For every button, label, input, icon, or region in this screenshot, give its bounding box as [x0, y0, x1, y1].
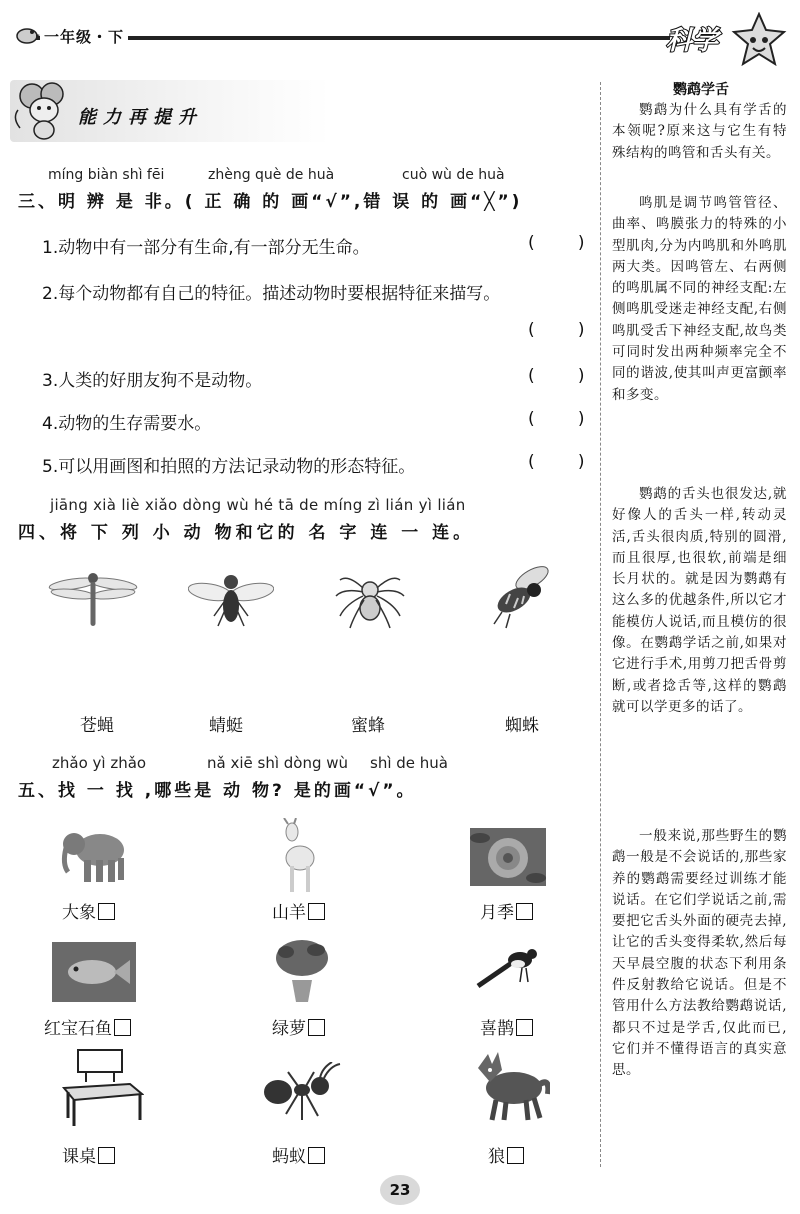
elephant-picture	[58, 826, 134, 884]
answer-paren-5[interactable]: ( )	[528, 452, 585, 472]
true-false-item-4: 4.动物的生存需要水。	[42, 414, 212, 434]
mouse-mascot-icon	[10, 78, 80, 142]
item-daxiang-label: 大象	[62, 903, 96, 923]
item-hongbaoshiyu	[44, 1014, 131, 1039]
item-lang	[488, 1142, 524, 1167]
item-yueji-label: 月季	[480, 903, 514, 923]
page-number: 23	[380, 1175, 420, 1205]
mascot-icon	[730, 12, 788, 70]
sidebar-paragraph-4: 一般来说,那些野生的鹦鹉一般是不会说话的,那些家养的鹦鹉需要经过训练才能说话。在它们学说话之前,需要把它舌头外面的硬壳去掉,让它的舌头变得柔软,然后每天早晨空腹的状态下利用条件反射教给它说话。但是不管用什么方法教给鹦鹉说话,都只不过是学舌,仅此而已,它们并不懂得语言的真实意思。	[612, 828, 787, 1079]
pinyin-zheng-que: zhèng què de huà	[208, 167, 335, 183]
pothos-picture	[272, 938, 332, 1004]
desk-picture	[60, 1048, 144, 1128]
item-mayi	[272, 1142, 325, 1167]
bird-icon	[14, 22, 40, 46]
ant-picture	[260, 1062, 344, 1124]
true-false-item-1: 1.动物中有一部分有生命,有一部分无生命。	[42, 238, 370, 258]
insect-name-cangying: 苍蝇	[80, 716, 114, 736]
item-hongbaoshiyu-label: 红宝石鱼	[44, 1019, 112, 1039]
item-shanyang-label: 山羊	[272, 903, 306, 923]
subject-title: 科学	[666, 26, 719, 56]
item-kezhuo	[62, 1142, 115, 1167]
pinyin-shi-de-hua: shì de huà	[370, 754, 448, 772]
fish-picture	[52, 942, 136, 1002]
bee-picture	[482, 564, 560, 634]
item-yueji	[480, 898, 533, 923]
item-lvluo-label: 绿萝	[272, 1019, 306, 1039]
spider-picture	[332, 566, 408, 630]
pinyin-cuo-wu: cuò wù de huà	[402, 167, 505, 183]
answer-paren-1[interactable]: ( )	[528, 233, 585, 253]
answer-paren-3[interactable]: ( )	[528, 366, 585, 386]
checkbox-yueji[interactable]	[516, 903, 533, 920]
item-xique	[480, 1014, 533, 1039]
item-xique-label: 喜鹊	[480, 1019, 514, 1039]
item-lvluo	[272, 1014, 325, 1039]
rose-picture	[470, 828, 546, 886]
sidebar-title: 鹦鹉学舌	[673, 82, 729, 98]
section3-heading: 三、明 辨 是 非。( 正 确 的 画“√”,错 误 的 画“╳”)	[18, 192, 523, 212]
checkbox-shanyang[interactable]	[308, 903, 325, 920]
true-false-item-3: 3.人类的好朋友狗不是动物。	[42, 371, 263, 391]
sidebar-paragraph-1: 鹦鹉为什么具有学舌的本领呢?原来这与它生有特殊结构的鸣管和舌头有关。	[612, 102, 787, 161]
fly-picture	[188, 572, 274, 628]
checkbox-lvluo[interactable]	[308, 1019, 325, 1036]
item-kezhuo-label: 课桌	[62, 1147, 96, 1167]
item-lang-label: 狼	[488, 1147, 505, 1167]
pinyin-ming-bian: míng biàn shì fēi	[48, 167, 165, 183]
answer-paren-2[interactable]: ( )	[528, 320, 585, 340]
checkbox-daxiang[interactable]	[98, 903, 115, 920]
insect-name-zhizhu: 蜘蛛	[505, 716, 539, 736]
item-daxiang	[62, 898, 115, 923]
checkbox-lang[interactable]	[507, 1147, 524, 1164]
insect-name-qingting: 蜻蜓	[209, 716, 243, 736]
pinyin-zhao-yi-zhao: zhǎo yì zhǎo	[52, 754, 147, 772]
answer-paren-4[interactable]: ( )	[528, 409, 585, 429]
sidebar-paragraph-2: 鸣肌是调节鸣管管径、曲率、鸣膜张力的特殊的小型肌肉,分为内鸣肌和外鸣肌两大类。因鸣管左、右两侧的鸣肌属不同的神经支配:左侧鸣肌受迷走神经支配,右侧鸣肌受舌下神经支配,故鸟类可同时发出两种频率完全不同的谐波,使其叫声更富颤率和多变。	[612, 195, 787, 403]
wolf-picture	[470, 1048, 550, 1122]
checkbox-mayi[interactable]	[308, 1147, 325, 1164]
section4-heading: 四、将 下 列 小 动 物和它的 名 字 连 一 连。	[18, 523, 475, 543]
sidebar-paragraph-3: 鹦鹉的舌头也很发达,就好像人的舌头一样,转动灵活,舌头很肉质,特别的圆滑,而且很厚,也很软,前端是细长月状的。就是因为鹦鹉有这么多的优越条件,所以它才能模仿人说话,而且模仿的很像。在鹦鹉学话之前,如果对它进行手术,用剪刀把舌骨剪断,或者捻舌等,这样的鹦鹉就可以学更多的话了。	[612, 486, 787, 715]
banner-title: 能力再提升	[78, 107, 203, 128]
true-false-item-2: 2.每个动物都有自己的特征。描述动物时要根据特征来描写。	[42, 284, 501, 304]
checkbox-xique[interactable]	[516, 1019, 533, 1036]
item-mayi-label: 蚂蚁	[272, 1147, 306, 1167]
insect-name-mifeng: 蜜蜂	[351, 716, 385, 736]
pinyin-na-xie: nǎ xiē shì dòng wù	[207, 754, 349, 772]
magpie-picture	[476, 942, 542, 996]
grade-label: 一年级・下	[40, 26, 128, 47]
section4-pinyin: jiāng xià liè xiǎo dòng wù hé tā de míng zì lián yì lián	[50, 496, 466, 514]
checkbox-kezhuo[interactable]	[98, 1147, 115, 1164]
goat-picture	[270, 818, 330, 894]
item-shanyang	[272, 898, 325, 923]
sidebar-divider	[600, 82, 601, 1167]
true-false-item-5: 5.可以用画图和拍照的方法记录动物的形态特征。	[42, 457, 416, 477]
checkbox-hongbaoshiyu[interactable]	[114, 1019, 131, 1036]
dragonfly-picture	[45, 566, 141, 628]
section5-heading: 五、找 一 找 ,哪些是 动 物? 是的画“√”。	[18, 781, 417, 801]
